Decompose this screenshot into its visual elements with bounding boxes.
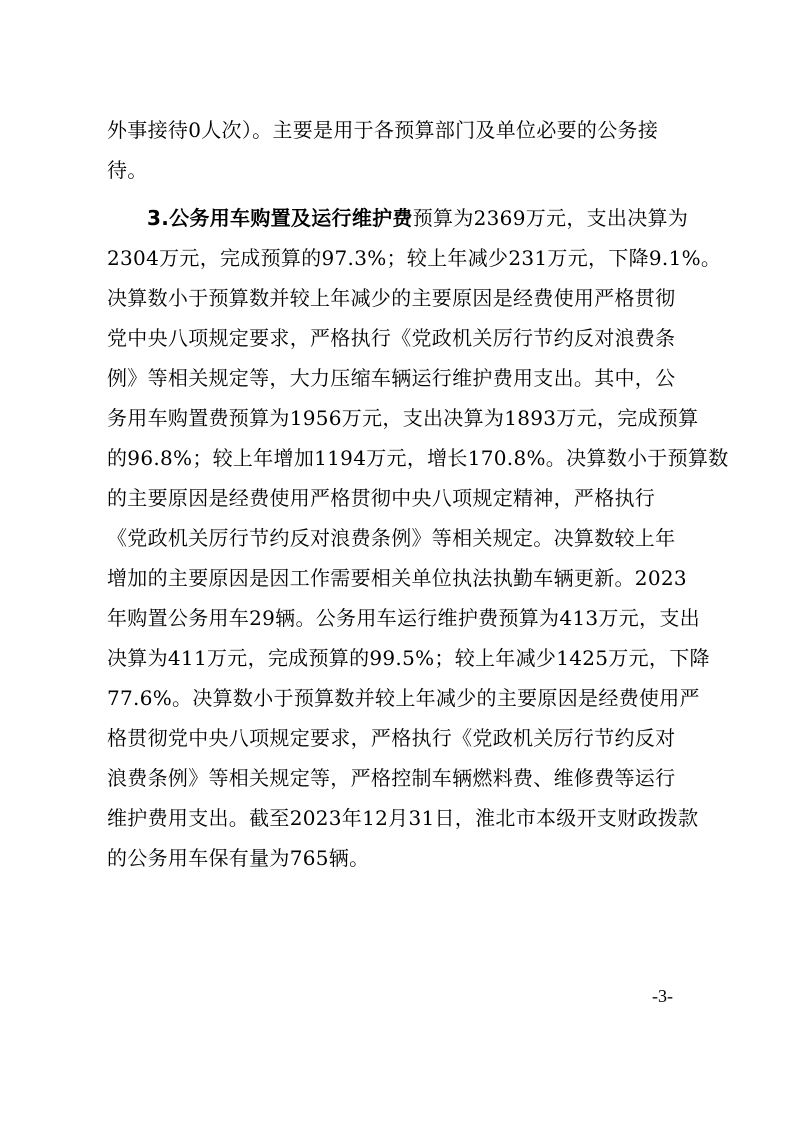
text-line: 决算为411万元，完成预算的99.5%；较上年减少1425万元，下降 [107,646,710,670]
text-line: 《党政机关厉行节约反对浪费条例》等相关规定。决算数较上年 [107,526,676,550]
text-run: 预算为2369万元，支出决算为 [412,206,689,230]
text-line: 决算数小于预算数并较上年减少的主要原因是经费使用严格贯彻 [107,286,676,310]
text-line: 的主要原因是经费使用严格贯彻中央八项规定精神，严格执行 [107,486,656,510]
text-line: 的96.8%；较上年增加1194万元，增长170.8%。决算数小于预算数 [107,446,729,470]
paragraph-vehicle-costs [107,198,729,878]
text-line: 格贯彻党中央八项规定要求，严格执行《党政机关厉行节约反对 [107,726,676,750]
text-line: 的公务用车保有量为765辆。 [107,846,370,870]
text-line-first [107,198,707,238]
paragraph-reception [107,110,707,190]
body-text [107,110,729,878]
text-line: 维护费用支出。截至2023年12月31日，淮北市本级开支财政拨款 [107,806,699,830]
text-line: 年购置公务用车29辆。公务用车运行维护费预算为413万元，支出 [107,606,700,630]
section-heading: 3.公务用车购置及运行维护费 [147,206,413,230]
text-line: 党中央八项规定要求，严格执行《党政机关厉行节约反对浪费条 [107,326,676,350]
text-line: 例》等相关规定等，大力压缩车辆运行维护费用支出。其中，公 [107,366,676,390]
text-line: 待。 [107,158,148,182]
text-line: 外事接待0人次）。主要是用于各预算部门及单位必要的公务接 [107,118,659,142]
text-line: 浪费条例》等相关规定等，严格控制车辆燃料费、维修费等运行 [107,766,676,790]
text-line: 2304万元，完成预算的97.3%；较上年减少231万元，下降9.1%。 [107,246,722,270]
text-line: 增加的主要原因是因工作需要相关单位执法执勤车辆更新。2023 [107,566,687,590]
page-number: -3- [652,986,673,1006]
text-line: 77.6%。决算数小于预算数并较上年减少的主要原因是经费使用严 [107,686,700,710]
text-line: 务用车购置费预算为1956万元，支出决算为1893万元，完成预算 [107,406,699,430]
